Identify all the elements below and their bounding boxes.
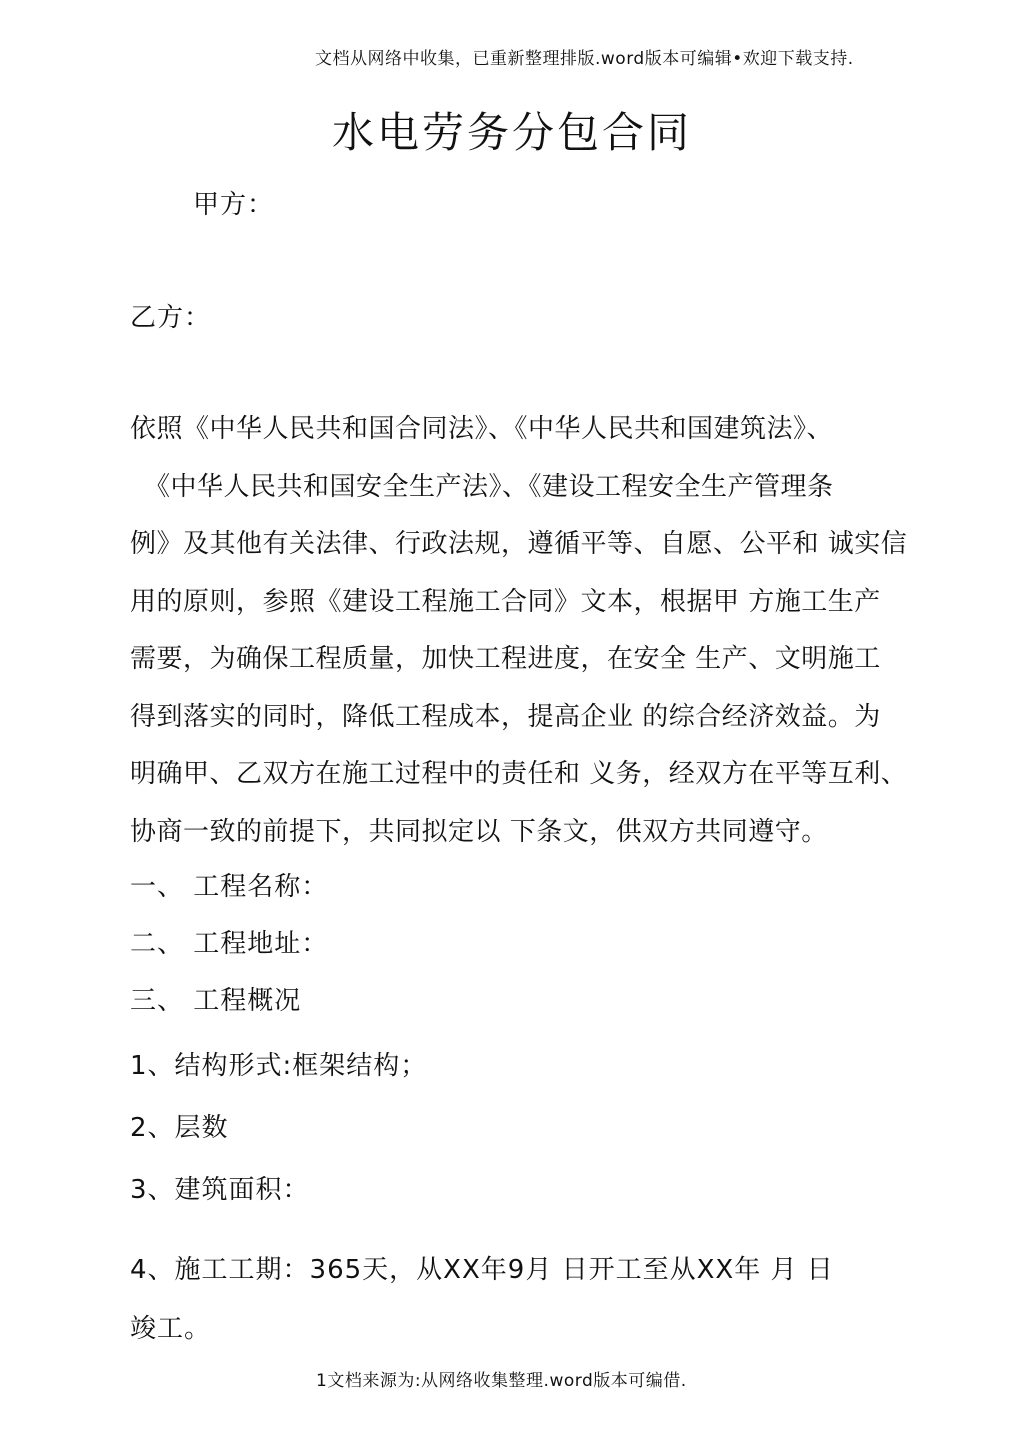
footer-note: 1文档来源为:从网络收集整理.word版本可编借. bbox=[316, 1371, 687, 1391]
document-title: 水电劳务分包合同 bbox=[331, 108, 692, 157]
item-building-area: 3、建筑面积： bbox=[130, 1175, 310, 1205]
item-structure-form: 1、结构形式:框架结构； bbox=[130, 1051, 428, 1081]
intro-line: 需要，为确保工程质量，加快工程进度，在安全 生产、文明施工 bbox=[130, 644, 881, 674]
intro-line: 依照《中华人民共和国合同法》、《中华人民共和国建筑法》、 bbox=[130, 414, 834, 444]
intro-line: 得到落实的同时，降低工程成本，提高企业 的综合经济效益。为 bbox=[130, 701, 881, 732]
party-b-label: 乙方： bbox=[130, 303, 212, 333]
section-project-name: 一、 工程名称： bbox=[130, 872, 329, 902]
item-floors: 2、层数 bbox=[130, 1113, 229, 1143]
intro-paragraph bbox=[130, 401, 910, 861]
intro-line: 协商一致的前提下，共同拟定以 下条文，供双方共同遵守。 bbox=[130, 816, 828, 847]
section-project-address: 二、 工程地址： bbox=[130, 929, 329, 959]
header-note: 文档从网络中收集，已重新整理排版.word版本可编辑•欢迎下载支持. bbox=[315, 49, 854, 69]
intro-line: 用的原则，参照《建设工程施工合同》文本，根据甲 方施工生产 bbox=[130, 586, 881, 617]
party-a-label: 甲方： bbox=[193, 190, 275, 220]
intro-line: 例》及其他有关法律、行政法规，遵循平等、自愿、公平和 诚实信 bbox=[130, 529, 908, 559]
item-construction-period: 4、施工工期：365天，从XX年9月 日开工至从XX年 月 日 bbox=[130, 1255, 834, 1285]
intro-line: 明确甲、乙双方在施工过程中的责任和 义务，经双方在平等互利、 bbox=[130, 759, 908, 789]
intro-line: 《中华人民共和国安全生产法》、《建设工程安全生产管理条 bbox=[144, 471, 834, 502]
item-completion: 竣工。 bbox=[130, 1314, 212, 1344]
section-project-overview: 三、 工程概况 bbox=[130, 986, 302, 1016]
